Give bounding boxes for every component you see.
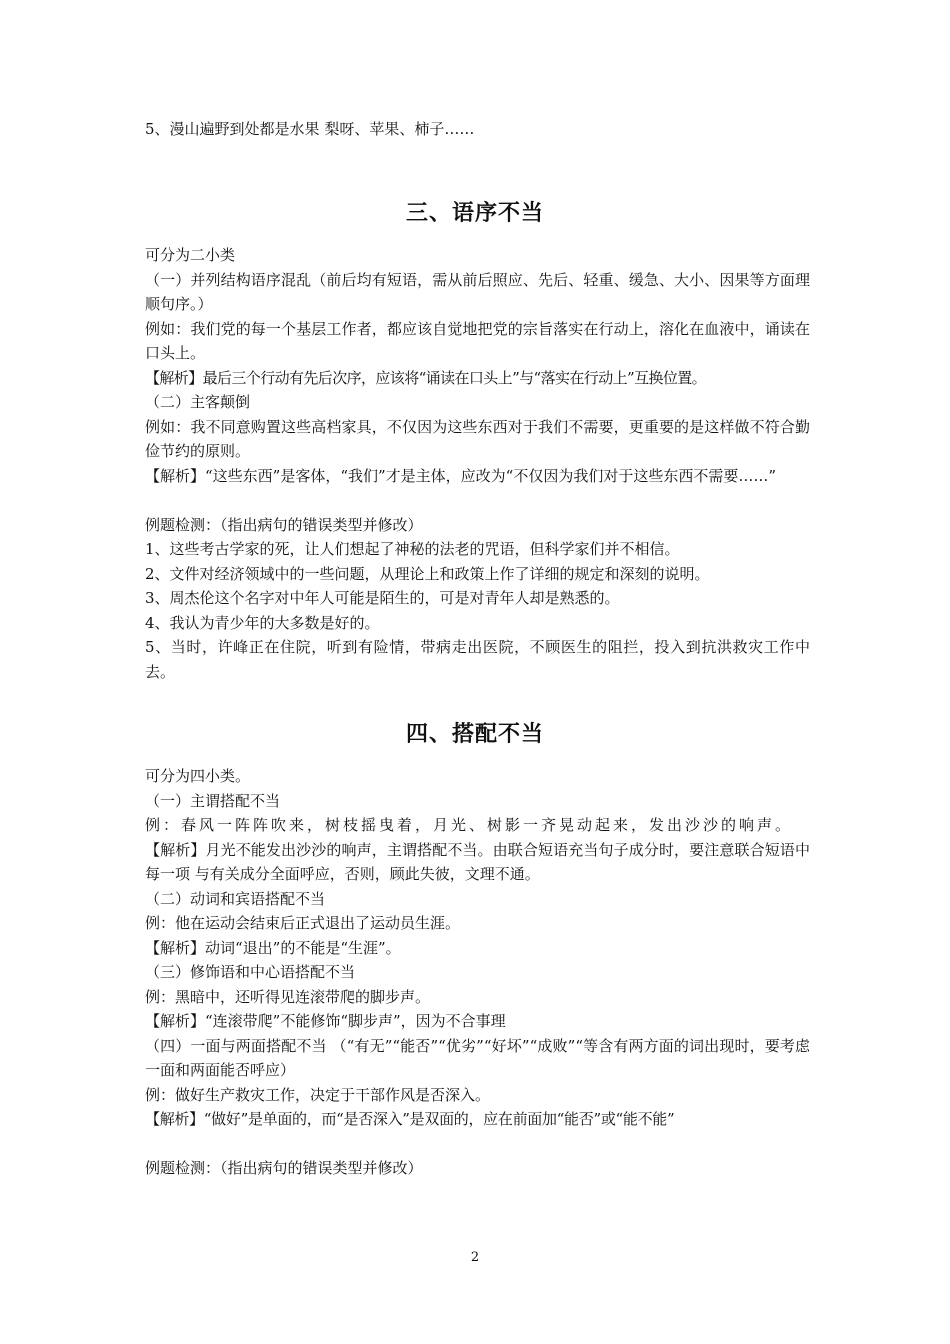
example-text: 例如：我不同意购置这些高档家具，不仅因为这些东西对于我们不需要，更重要的是这样做不符合勤俭节约的原则。 xyxy=(145,417,810,460)
analysis-text: 【解析】“这些东西”是客体，“我们”才是主体，应改为“不仅因为我们对于这些东西不需要……” xyxy=(145,466,777,485)
page-number: 2 xyxy=(470,1250,480,1265)
subsection-title: （一）主谓搭配不当 xyxy=(145,791,281,810)
section-heading: 三、语序不当 xyxy=(405,201,544,226)
section-body xyxy=(145,764,810,1181)
example-text: 例如：我们党的每一个基层工作者，都应该自觉地把党的宗旨落实在行动上，溶化在血液中，诵读在口头上。 xyxy=(145,319,810,362)
subsection-title: （二）动词和宾语搭配不当 xyxy=(145,889,326,908)
analysis-text: 【解析】“做好”是单面的，而“是否深入”是双面的，应在前面加“能否”或“能不能” xyxy=(145,1110,675,1128)
example-text: 例：他在运动会结束后正式退出了运动员生涯。 xyxy=(145,914,461,932)
subsection-title: （三）修饰语和中心语搭配不当 xyxy=(145,963,356,981)
blank-line xyxy=(145,1132,810,1157)
exercise-item: 1、这些考古学家的死，让人们想起了神秘的法老的咒语，但科学家们并不相信。 xyxy=(145,540,680,558)
analysis-text: 【解析】“连滚带爬”不能修饰“脚步声”，因为不合事理 xyxy=(145,1012,506,1030)
blank-line xyxy=(145,488,810,513)
exercise-item: 2、文件对经济领域中的一些问题，从理论上和政策上作了详细的规定和深刻的说明。 xyxy=(145,564,710,583)
example-text: 例：春风一阵阵吹来，树枝摇曳着，月光、树影一齐晃动起来，发出沙沙的响声。 xyxy=(145,816,794,834)
analysis-text: 【解析】动词“退出”的不能是“生涯”。 xyxy=(145,938,401,957)
section-body xyxy=(145,243,810,684)
intro-text: 可分为四小类。 xyxy=(145,767,251,785)
exercise-title: 例题检测：（指出病句的错误类型并修改） xyxy=(145,1159,423,1177)
subsection-title: （二）主客颠倒 xyxy=(145,393,251,411)
analysis-text: 【解析】月光不能发出沙沙的响声，主谓搭配不当。由联合短语充当句子成分时，要注意联合短语中每一项 与有关成分全面呼应，否则，顾此失彼，文理不通。 xyxy=(145,840,810,883)
exercise-item: 5、漫山遍野到处都是水果 梨呀、苹果、柿子…… xyxy=(145,120,475,138)
exercise-item: 3、周杰伦这个名字对中年人可能是陌生的，可是对青年人却是熟悉的。 xyxy=(145,589,620,607)
example-text: 例：黑暗中，还听得见连滚带爬的脚步声。 xyxy=(145,987,431,1006)
exercise-item: 5、当时，许峰正在住院，听到有险情，带病走出医院，不顾医生的阻拦，投入到抗洪救灾工作中去。 xyxy=(145,638,810,681)
list-item xyxy=(145,117,810,142)
section-heading: 四、搭配不当 xyxy=(405,722,544,747)
exercise-title: 例题检测：（指出病句的错误类型并修改） xyxy=(145,515,423,534)
example-text: 例：做好生产救灾工作，决定于干部作风是否深入。 xyxy=(145,1085,491,1104)
subsection-title: （四）一面与两面搭配不当 （“有无”“能否”“优劣”“好坏”“成败”“等含有两方面的词出现时，要考虑一面和两面能否呼应） xyxy=(145,1036,810,1079)
exercise-item: 4、我认为青少年的大多数是好的。 xyxy=(145,613,380,632)
intro-text: 可分为二小类 xyxy=(145,246,236,264)
analysis-text: 【解析】最后三个行动有先后次序，应该将“诵读在口头上”与“落实在行动上”互换位置。 xyxy=(145,368,707,387)
subsection-title: （一）并列结构语序混乱（前后均有短语，需从前后照应、先后、轻重、缓急、大小、因果等方面理顺句序。） xyxy=(145,270,810,313)
